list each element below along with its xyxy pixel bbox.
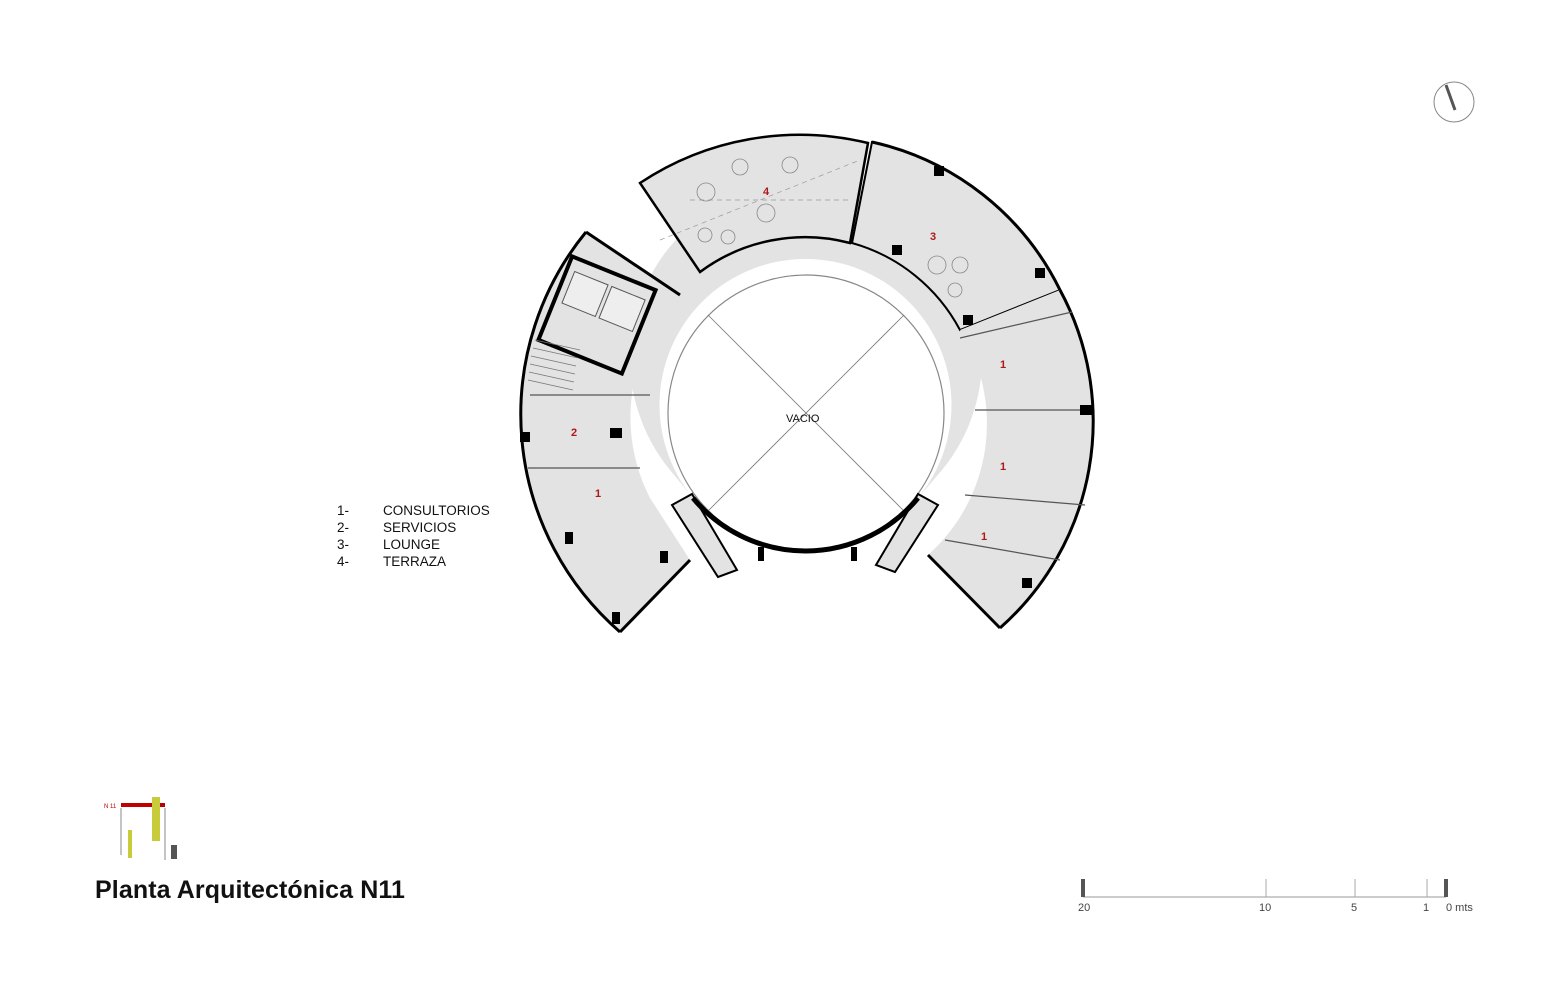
legend-row [337,519,490,536]
room-number-consultorio-1: 1 [1000,359,1007,371]
scale-tick-10: 10 [1259,902,1272,914]
legend-label: CONSULTORIOS [383,503,490,518]
room-number-lounge: 3 [930,231,937,243]
key-plan-icon [104,797,177,860]
scale-tick-5: 5 [1351,902,1358,914]
scale-bar-icon [1078,879,1473,914]
room-number-terraza: 4 [763,186,770,198]
scale-tick-1: 1 [1423,902,1430,914]
legend-number: 3- [337,537,350,552]
legend-number: 2- [337,520,350,535]
legend-label: SERVICIOS [383,520,457,535]
void-label: VACIO [786,413,820,425]
north-arrow-icon [1434,82,1474,122]
legend-row [337,502,490,519]
room-number-consultorio-2: 1 [1000,461,1007,473]
legend-label: TERRAZA [383,554,447,569]
room-legend [337,502,490,570]
room-number-servicios: 2 [571,427,578,439]
scale-tick-20: 20 [1078,902,1091,914]
legend-row [337,536,490,553]
legend-number: 4- [337,554,350,569]
drawing-title: Planta Arquitectónica N11 [95,876,405,904]
legend-number: 1- [337,503,350,518]
key-plan-level-label: N 11 [104,804,117,810]
legend-row [337,553,490,570]
legend-label: LOUNGE [383,537,441,552]
room-number-consultorio-3: 1 [981,531,988,543]
room-number-consultorio-4: 1 [595,488,602,500]
scale-tick-0: 0 mts [1446,902,1473,914]
